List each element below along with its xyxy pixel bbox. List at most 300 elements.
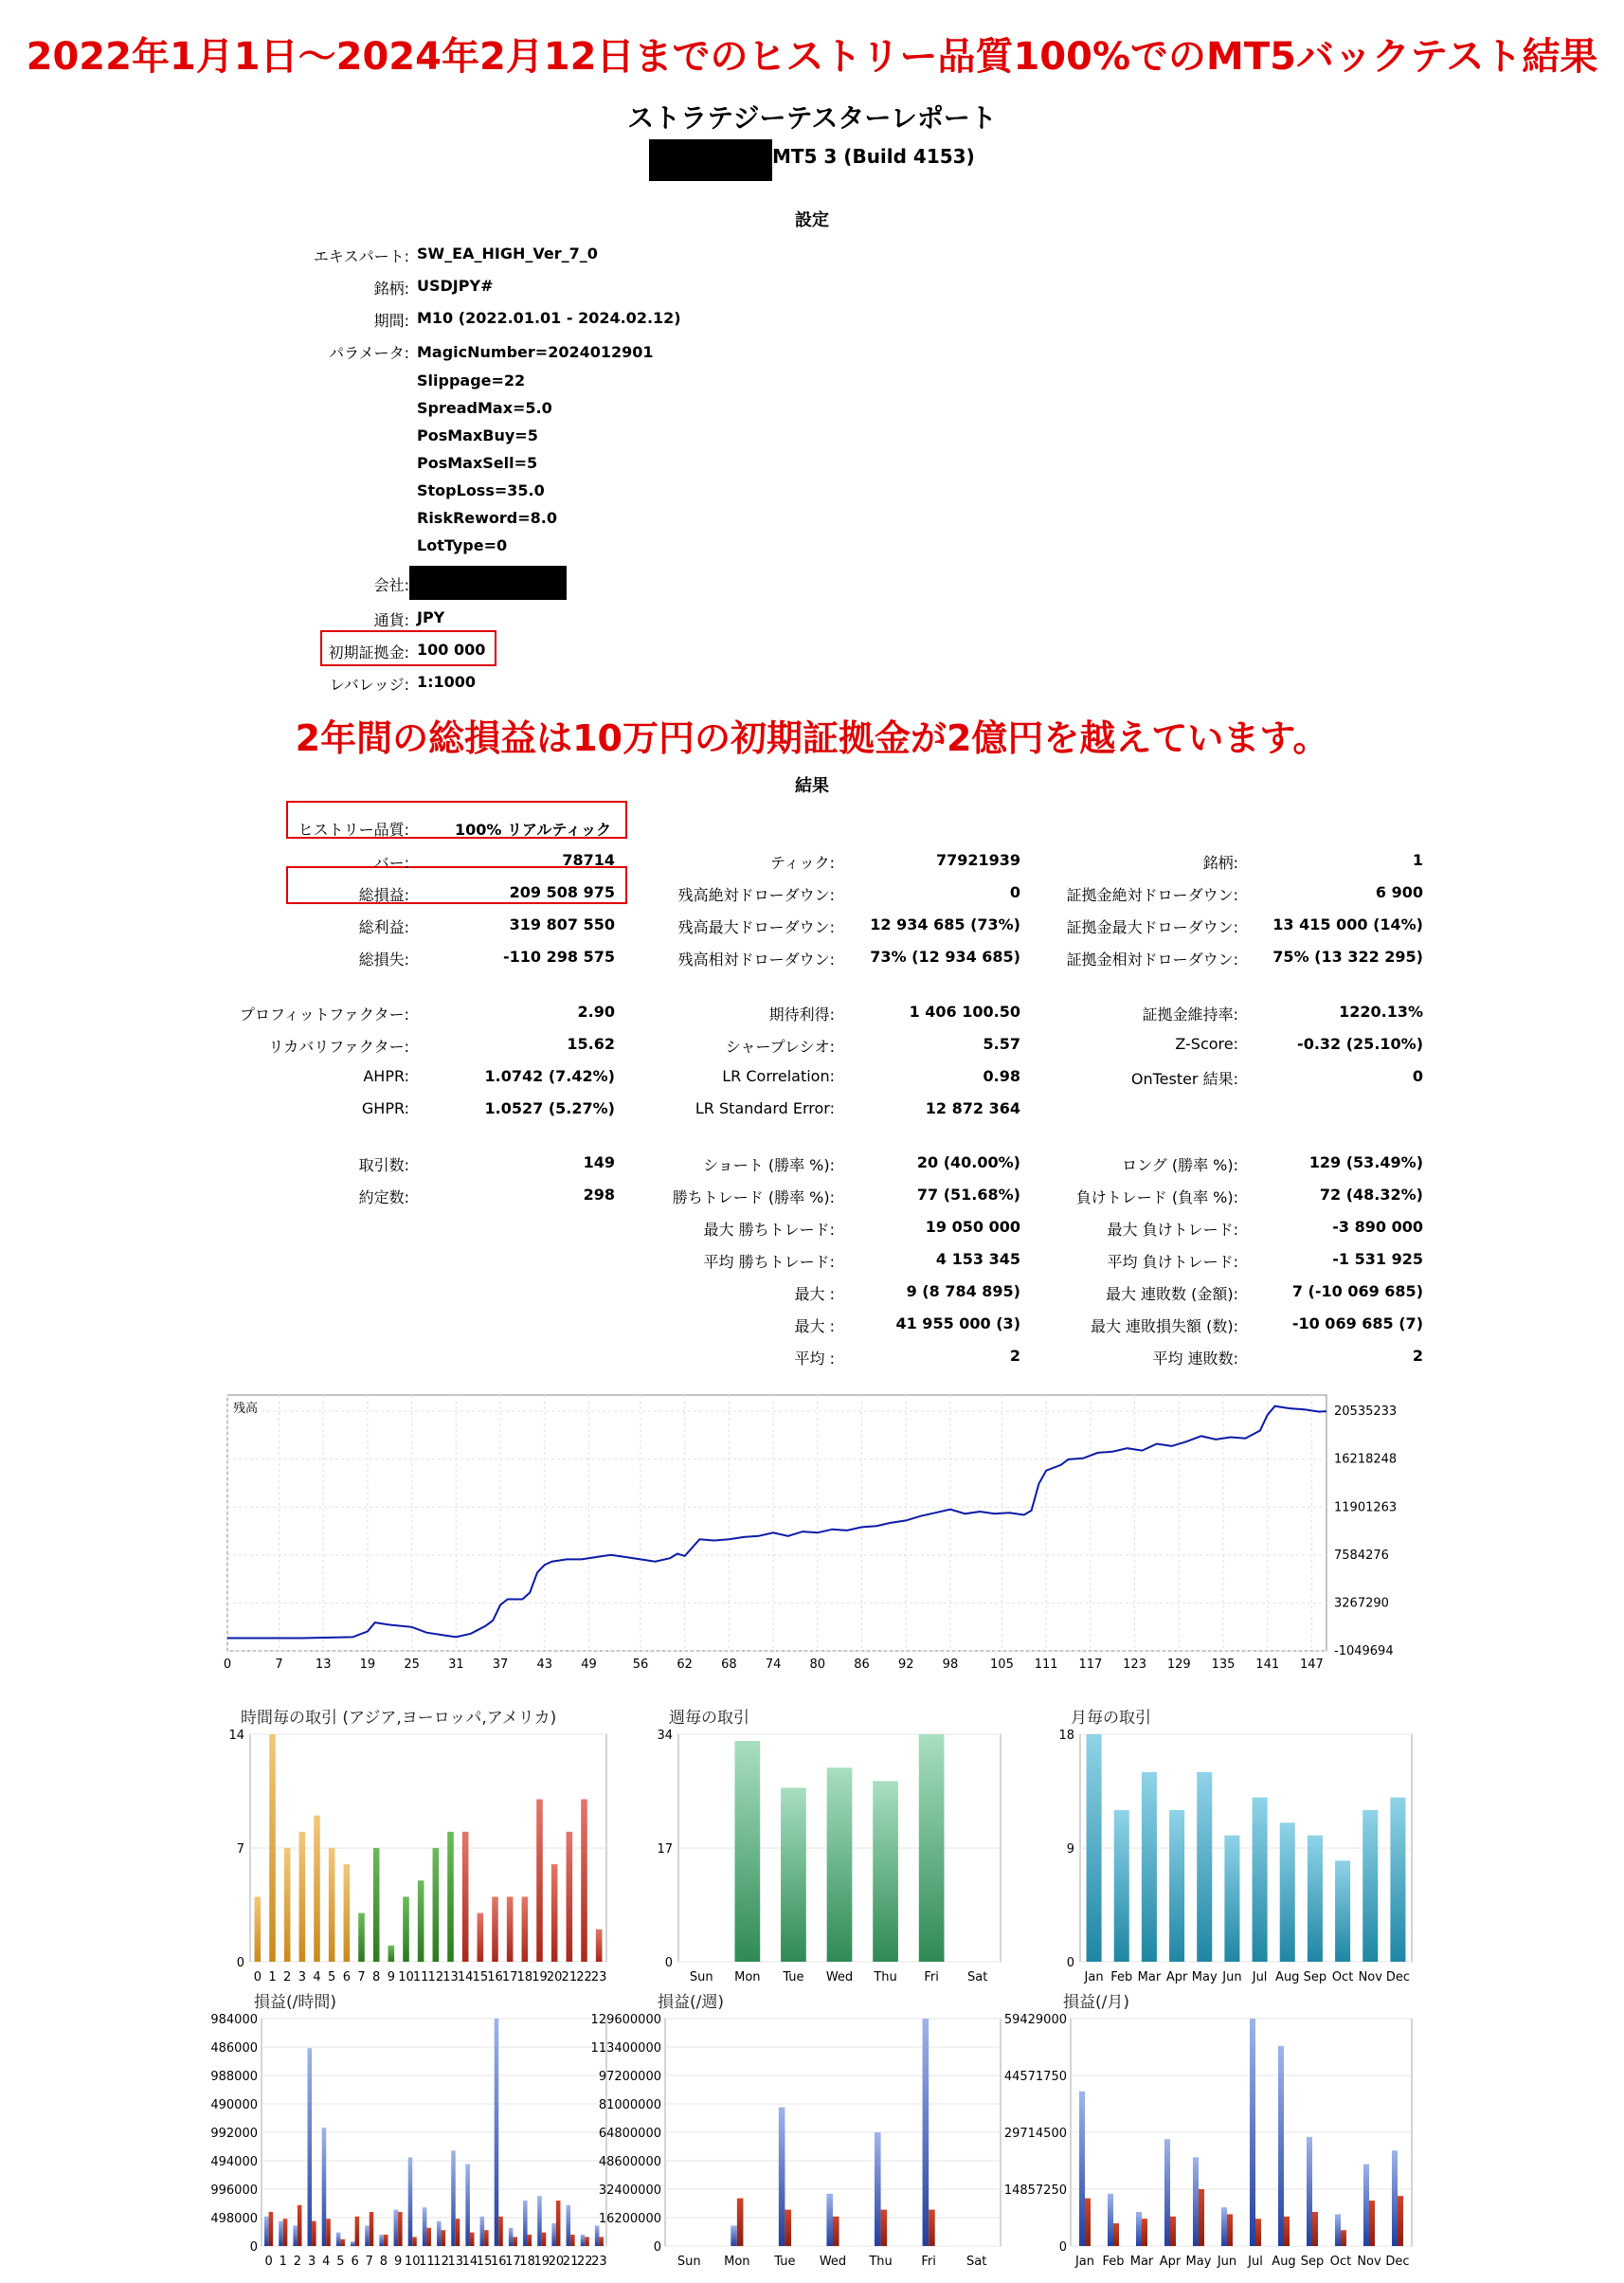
x-tick-label: 37	[492, 1658, 509, 1672]
leverage-label: レバレッジ:	[329, 676, 409, 694]
result-value: 100% リアルティック	[455, 821, 612, 839]
x-tick-label: 31	[448, 1658, 464, 1672]
bar	[269, 1734, 276, 1962]
y-tick-label: 7	[236, 1842, 244, 1857]
loss-bar	[833, 2217, 839, 2246]
x-tick-label: Feb	[1110, 1970, 1133, 1984]
bar	[447, 1832, 454, 1962]
x-tick-label: 117	[1078, 1658, 1103, 1672]
x-tick-label: Thu	[874, 1970, 897, 1984]
x-tick-label: 16	[487, 1970, 503, 1984]
x-tick-label: 43	[536, 1658, 553, 1672]
report-title: ストラテジーテスターレポート	[627, 102, 997, 134]
result-value: 319 807 550	[509, 915, 615, 933]
result-label: 平均 負けトレード:	[1107, 1253, 1238, 1271]
bar	[329, 1848, 335, 1962]
x-tick-label: 92	[897, 1658, 914, 1672]
param-magic: MagicNumber=2024012901	[417, 343, 654, 361]
y-tick-label: 996000	[210, 2183, 258, 2198]
bar	[1087, 1734, 1102, 1962]
result-value: 298	[583, 1186, 615, 1204]
x-tick-label: Sep	[1303, 1970, 1327, 1984]
param-item: RiskReword=8.0	[417, 509, 558, 527]
x-tick-label: 0	[264, 2255, 273, 2269]
bar	[1280, 1822, 1295, 1962]
chart-title: 時間毎の取引 (アジア,ヨーロッパ,アメリカ)	[241, 1709, 557, 1728]
profit-bar	[1108, 2194, 1113, 2246]
x-tick-label: Aug	[1275, 1970, 1300, 1984]
mid-headline: 2年間の総損益は10万円の初期証拠金が2億円を越えています。	[295, 717, 1329, 759]
x-tick-label: Tue	[774, 2255, 796, 2269]
loss-bar	[384, 2235, 388, 2246]
result-label: ショート (勝率 %):	[703, 1156, 835, 1174]
bar	[284, 1848, 291, 1962]
y-tick-label: 48600000	[598, 2155, 661, 2169]
loss-bar	[269, 2212, 274, 2246]
profit-bar	[509, 2228, 514, 2246]
y-tick-label: 32400000	[598, 2183, 661, 2198]
x-tick-label: 19	[532, 1970, 548, 1984]
bar	[1308, 1836, 1323, 1962]
result-value: 6 900	[1375, 883, 1423, 901]
result-value: 15.62	[567, 1035, 615, 1053]
result-label: 最大 勝ちトレード:	[703, 1221, 835, 1239]
chart-title: 週毎の取引	[669, 1709, 749, 1728]
y-tick-label: 498000	[210, 2212, 258, 2226]
result-value: 77921939	[935, 851, 1020, 869]
profit-bar	[264, 2217, 269, 2246]
y-tick-label: 20535233	[1334, 1404, 1398, 1420]
x-tick-label: Apr	[1165, 1970, 1188, 1984]
bar	[358, 1913, 365, 1962]
chart-title: 月毎の取引	[1071, 1709, 1151, 1728]
x-tick-label: 7	[275, 1658, 283, 1672]
top-headline: 2022年1月1日～2024年2月12日までのヒストリー品質100%でのMT5バックテスト結果	[26, 35, 1598, 79]
x-tick-label: 68	[721, 1658, 737, 1672]
x-tick-label: 0	[253, 1970, 262, 1984]
x-tick-label: 23	[590, 1970, 607, 1984]
x-tick-label: Mon	[724, 2255, 750, 2269]
loss-bar	[1085, 2199, 1091, 2246]
result-label: 証拠金絶対ドローダウン:	[1066, 886, 1238, 904]
balance-chart	[223, 1393, 1448, 1681]
result-value: 77 (51.68%)	[916, 1186, 1020, 1204]
x-tick-label: 56	[632, 1658, 649, 1672]
bar	[299, 1832, 306, 1962]
result-value: -10 069 685 (7)	[1291, 1314, 1423, 1332]
x-tick-label: 18	[519, 2255, 535, 2269]
x-tick-label: 21	[562, 2255, 579, 2269]
bar	[596, 1930, 603, 1962]
deposit-label: 初期証拠金:	[328, 643, 409, 661]
result-value: 19 050 000	[925, 1218, 1020, 1236]
profit-bar	[923, 2019, 929, 2246]
result-label: 銘柄:	[1202, 854, 1238, 872]
loss-bar	[398, 2212, 403, 2246]
loss-bar	[1142, 2219, 1147, 2246]
result-label: 約定数:	[358, 1188, 409, 1206]
bar	[344, 1864, 351, 1962]
profit-bar	[875, 2132, 881, 2246]
loss-bar	[283, 2219, 288, 2246]
x-tick-label: 9	[393, 2255, 403, 2269]
x-tick-label: 17	[505, 2255, 521, 2269]
x-tick-label: 7	[357, 1970, 366, 1984]
x-tick-label: 13	[442, 1970, 459, 1984]
y-tick-label: 0	[1058, 2240, 1067, 2255]
x-tick-label: 17	[501, 1970, 518, 1984]
result-value: 20 (40.00%)	[916, 1153, 1020, 1171]
profit-bar	[437, 2221, 442, 2246]
x-tick-label: 98	[942, 1658, 959, 1672]
result-label: 証拠金相対ドローダウン:	[1066, 951, 1238, 969]
profit-bar	[1278, 2046, 1284, 2246]
param-item: PosMaxSell=5	[417, 454, 538, 472]
loss-bar	[312, 2221, 316, 2246]
x-tick-label: 15	[476, 2255, 493, 2269]
profit-bar	[480, 2217, 485, 2246]
loss-bar	[340, 2239, 345, 2246]
hourly-profit-chart	[203, 1990, 610, 2278]
x-tick-label: Aug	[1272, 2255, 1296, 2269]
x-tick-label: Fri	[924, 1970, 939, 1984]
y-tick-label: 486000	[210, 2041, 258, 2056]
result-label: 最大 :	[794, 1285, 835, 1303]
bar	[373, 1848, 380, 1962]
x-tick-label: 13	[447, 2255, 464, 2269]
result-value: 12 934 685 (73%)	[870, 915, 1020, 933]
loss-bar	[442, 2230, 446, 2246]
x-tick-label: 0	[223, 1658, 232, 1672]
result-value: 1 406 100.50	[909, 1003, 1020, 1021]
loss-bar	[737, 2199, 744, 2246]
loss-bar	[470, 2233, 475, 2246]
bar	[255, 1896, 262, 1962]
profit-bar	[523, 2201, 528, 2246]
period-value: M10 (2022.01.01 - 2024.02.12)	[417, 309, 681, 327]
bar	[314, 1816, 320, 1962]
x-tick-label: 10	[398, 1970, 414, 1984]
x-tick-label: 111	[1034, 1658, 1058, 1672]
profit-bar	[537, 2196, 542, 2246]
x-tick-label: Sat	[967, 1970, 988, 1984]
bar	[1224, 1836, 1239, 1962]
param-item: StopLoss=35.0	[417, 481, 545, 499]
result-label: ヒストリー品質:	[298, 821, 409, 839]
x-tick-label: 14	[461, 2255, 478, 2269]
loss-bar	[1284, 2217, 1290, 2246]
x-tick-label: 135	[1211, 1658, 1236, 1672]
result-label: 総利益:	[358, 918, 409, 936]
bar	[1114, 1810, 1129, 1962]
y-tick-label: 34	[657, 1729, 673, 1743]
symbol-label: 銘柄:	[373, 280, 409, 298]
x-tick-label: 5	[328, 1970, 336, 1984]
x-tick-label: Mar	[1137, 1970, 1162, 1984]
loss-bar	[456, 2219, 460, 2246]
bar	[551, 1864, 558, 1962]
x-tick-label: Wed	[819, 2255, 847, 2269]
profit-bar	[1193, 2157, 1199, 2246]
profit-bar	[1250, 2019, 1255, 2246]
y-tick-label: 0	[664, 1956, 673, 1970]
x-tick-label: 80	[809, 1658, 826, 1672]
result-value: 2.90	[577, 1003, 615, 1021]
x-tick-label: Fri	[921, 2255, 936, 2269]
y-tick-label: -1049694	[1334, 1644, 1394, 1658]
result-label: 最大 連敗数 (金額):	[1105, 1285, 1238, 1303]
build-info: MT5 3 (Build 4153)	[772, 145, 975, 168]
loss-bar	[1255, 2219, 1261, 2246]
result-value: 5.57	[983, 1035, 1020, 1053]
y-tick-label: 0	[249, 2240, 258, 2255]
result-label: ティック:	[769, 854, 835, 872]
redacted-name-block	[649, 139, 772, 181]
result-label: プロフィットファクター:	[240, 1006, 409, 1024]
profit-bar	[351, 2241, 355, 2246]
profit-bar	[1392, 2150, 1398, 2246]
bar	[1335, 1860, 1350, 1962]
profit-bar	[465, 2165, 470, 2246]
result-value: 41 955 000 (3)	[895, 1314, 1020, 1332]
settings-heading: 設定	[795, 210, 829, 230]
x-tick-label: 3	[298, 1970, 306, 1984]
result-label: 証拠金維持率:	[1142, 1006, 1238, 1024]
y-tick-label: 0	[653, 2240, 661, 2255]
y-tick-label: 44571750	[1003, 2070, 1067, 2084]
y-tick-label: 29714500	[1003, 2127, 1067, 2141]
x-tick-label: 8	[379, 2255, 388, 2269]
bar	[522, 1896, 529, 1962]
x-tick-label: Nov	[1357, 2255, 1381, 2269]
bar	[1142, 1772, 1157, 1962]
leverage-value: 1:1000	[417, 673, 477, 691]
result-label: リカバリファクター:	[268, 1038, 409, 1056]
result-label: 総損益:	[358, 886, 409, 904]
x-tick-label: 6	[351, 2255, 359, 2269]
x-tick-label: 62	[677, 1658, 693, 1672]
y-tick-label: 129600000	[590, 2013, 661, 2027]
param-item: LotType=0	[417, 536, 508, 554]
bar	[1169, 1810, 1184, 1962]
x-tick-label: 11	[412, 1970, 429, 1984]
x-tick-label: Oct	[1329, 2255, 1352, 2269]
chart-title: 損益(/週)	[658, 1993, 724, 2012]
result-value: -3 890 000	[1332, 1218, 1423, 1236]
x-tick-label: 20	[548, 2255, 565, 2269]
y-tick-label: 64800000	[598, 2127, 661, 2141]
result-value: 72 (48.32%)	[1319, 1186, 1423, 1204]
result-label: 残高絶対ドローダウン:	[677, 886, 835, 904]
x-tick-label: Dec	[1385, 1970, 1410, 1984]
loss-bar	[484, 2230, 489, 2246]
y-tick-label: 16218248	[1334, 1452, 1398, 1467]
result-label: 残高最大ドローダウン:	[677, 918, 835, 936]
x-tick-label: Wed	[825, 1970, 854, 1984]
loss-bar	[1341, 2230, 1346, 2246]
x-tick-label: Jan	[1074, 2255, 1095, 2269]
loss-bar	[542, 2233, 547, 2246]
result-value: 0.98	[983, 1067, 1020, 1085]
x-tick-label: 4	[322, 2255, 331, 2269]
bar	[403, 1896, 409, 1962]
x-tick-label: Sun	[689, 1970, 713, 1984]
result-value: 1220.13%	[1339, 1003, 1423, 1021]
x-tick-label: 19	[533, 2255, 550, 2269]
result-value: -1 531 925	[1332, 1250, 1423, 1268]
profit-bar	[779, 2108, 785, 2246]
y-tick-label: 9	[1066, 1842, 1074, 1857]
result-label: 最大 連敗損失額 (数):	[1090, 1317, 1238, 1335]
result-label: 取引数:	[358, 1156, 409, 1174]
x-tick-label: 22	[576, 2255, 593, 2269]
profit-bar	[1164, 2139, 1170, 2246]
result-label: GHPR:	[361, 1099, 409, 1117]
y-tick-label: 494000	[210, 2155, 258, 2169]
currency-label: 通貨:	[373, 611, 409, 629]
loss-bar	[426, 2228, 431, 2246]
y-tick-label: 16200000	[598, 2212, 661, 2226]
x-tick-label: 12	[427, 1970, 444, 1984]
profit-bar	[731, 2225, 737, 2246]
result-label: 最大 負けトレード:	[1107, 1221, 1238, 1239]
x-tick-label: 12	[433, 2255, 449, 2269]
loss-bar	[1113, 2223, 1119, 2246]
result-label: Z-Score:	[1175, 1035, 1238, 1053]
bar	[388, 1946, 395, 1962]
deposit-value: 100 000	[417, 641, 486, 659]
chart-title: 損益(/月)	[1063, 1993, 1129, 2012]
profit-bar	[551, 2223, 556, 2246]
result-label: ロング (勝率 %):	[1122, 1156, 1238, 1174]
profit-bar	[1079, 2092, 1085, 2246]
result-value: 75% (13 322 295)	[1272, 948, 1423, 966]
x-tick-label: 129	[1166, 1658, 1191, 1672]
param-item: SpreadMax=5.0	[417, 399, 552, 417]
param-item: Slippage=22	[417, 371, 526, 390]
bar	[735, 1741, 761, 1962]
chart-title: 損益(/時間)	[254, 1993, 336, 2012]
result-label: 平均 連敗数:	[1152, 1350, 1238, 1368]
result-value: 4 153 345	[935, 1250, 1020, 1268]
result-label: LR Standard Error:	[695, 1099, 835, 1117]
x-tick-label: 74	[765, 1658, 782, 1672]
bar	[462, 1832, 469, 1962]
bar	[781, 1787, 806, 1962]
bar	[919, 1734, 945, 1962]
x-tick-label: 147	[1300, 1658, 1324, 1672]
result-label: AHPR:	[363, 1067, 409, 1085]
parameters-label: パラメータ:	[329, 344, 409, 362]
expert-label: エキスパート:	[313, 247, 409, 265]
x-tick-label: 5	[336, 2255, 345, 2269]
result-label: 平均 :	[794, 1350, 835, 1368]
chart-title: 残高	[233, 1402, 259, 1416]
y-tick-label: 11901263	[1334, 1500, 1398, 1515]
x-tick-label: 10	[404, 2255, 421, 2269]
result-value: 7 (-10 069 685)	[1291, 1282, 1423, 1300]
result-label: 残高相対ドローダウン:	[677, 951, 835, 969]
bar	[478, 1913, 484, 1962]
x-tick-label: Mar	[1129, 2255, 1154, 2269]
result-label: 期待利得:	[768, 1006, 835, 1024]
result-value: 9 (8 784 895)	[906, 1282, 1020, 1300]
bar	[873, 1781, 898, 1962]
profit-bar	[293, 2225, 298, 2246]
result-label: 勝ちトレード (勝率 %):	[672, 1188, 835, 1206]
result-label: 総損失:	[358, 951, 409, 969]
x-tick-label: 16	[490, 2255, 507, 2269]
x-tick-label: Tue	[783, 1970, 804, 1984]
result-label: シャープレシオ:	[725, 1038, 835, 1056]
x-tick-label: Apr	[1159, 2255, 1182, 2269]
x-tick-label: 21	[561, 1970, 578, 1984]
x-tick-label: Thu	[869, 2255, 893, 2269]
y-tick-label: 18	[1058, 1729, 1074, 1743]
result-value: 149	[583, 1153, 615, 1171]
y-tick-label: 113400000	[590, 2041, 661, 2056]
profit-bar	[1363, 2165, 1369, 2246]
result-label: 証拠金最大ドローダウン:	[1066, 918, 1238, 936]
plot-frame	[227, 1395, 1326, 1651]
result-value: 78714	[562, 851, 615, 869]
profit-bar	[394, 2210, 399, 2246]
y-tick-label: 0	[1066, 1956, 1074, 1970]
y-tick-label: 992000	[210, 2127, 258, 2141]
loss-bar	[412, 2237, 417, 2246]
y-tick-label: 0	[236, 1956, 244, 1970]
x-tick-label: 141	[1255, 1658, 1280, 1672]
x-tick-label: 3	[307, 2255, 316, 2269]
y-tick-label: 17	[657, 1842, 673, 1857]
loss-bar	[498, 2217, 503, 2246]
profit-bar	[322, 2128, 327, 2246]
profit-bar	[451, 2150, 456, 2246]
result-value: 73% (12 934 685)	[870, 948, 1020, 966]
result-value: 129 (53.49%)	[1308, 1153, 1423, 1171]
x-tick-label: Jul	[1252, 1970, 1268, 1984]
result-label: 最大 :	[794, 1317, 835, 1335]
company-label: 会社:	[373, 576, 409, 594]
y-tick-label: 97200000	[598, 2070, 661, 2084]
profit-bar	[826, 2194, 833, 2246]
loss-bar	[298, 2205, 302, 2246]
loss-bar	[1369, 2201, 1375, 2246]
result-value: 13 415 000 (14%)	[1272, 915, 1423, 933]
loss-bar	[355, 2217, 360, 2246]
bar	[536, 1800, 543, 1962]
x-tick-label: 7	[365, 2255, 373, 2269]
loss-bar	[1398, 2196, 1403, 2246]
x-tick-label: 14	[457, 1970, 474, 1984]
profit-bar	[279, 2221, 283, 2246]
profit-bar	[308, 2048, 313, 2246]
result-label: 負けトレード (負率 %):	[1075, 1188, 1238, 1206]
result-value: 1.0527 (5.27%)	[484, 1099, 615, 1117]
x-tick-label: Nov	[1358, 1970, 1382, 1984]
x-tick-label: Feb	[1102, 2255, 1125, 2269]
result-value: -110 298 575	[503, 948, 615, 966]
y-tick-label: 14	[228, 1729, 244, 1743]
bar	[418, 1880, 424, 1962]
bar	[433, 1848, 440, 1962]
bar	[507, 1896, 514, 1962]
x-tick-label: 105	[990, 1658, 1014, 1672]
result-value: 12 872 364	[925, 1099, 1020, 1117]
bar	[1253, 1798, 1268, 1962]
y-tick-label: 7584276	[1334, 1548, 1389, 1563]
x-tick-label: May	[1185, 2255, 1212, 2269]
